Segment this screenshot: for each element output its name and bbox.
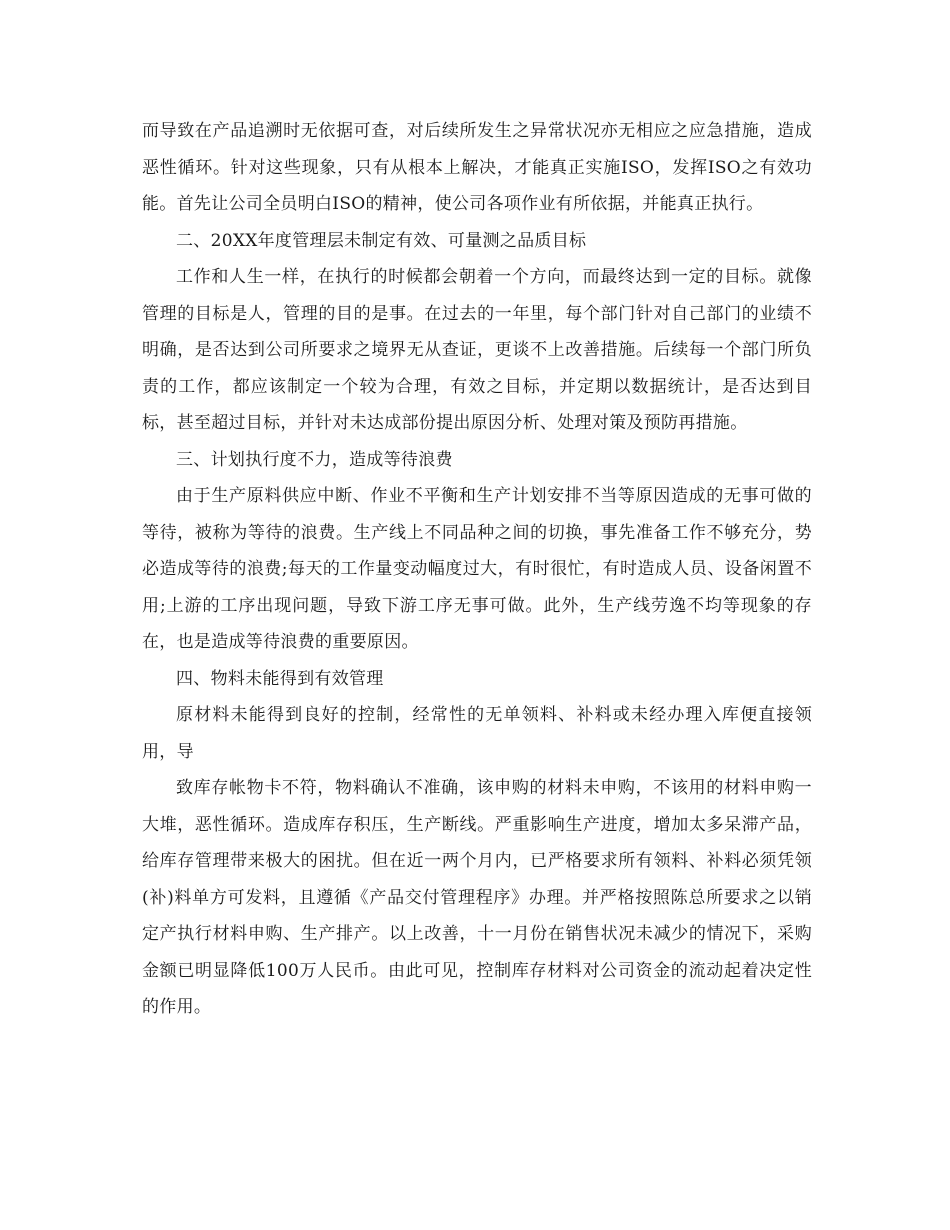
section-heading-plan-execution: 三、计划执行度不力，造成等待浪费 <box>176 449 453 470</box>
paragraph-quality-targets: 工作和人生一样，在执行的时候都会朝着一个方向，而最终达到一定的目标。就像管理的目标是人，管理的目的是事。在过去的一年里，每个部门针对自己部门的业绩不明确，是否达到公司所要求之境界无从查证，更谈不上改善措施。后续每一个部门所负责的工作，都应该制定一个较为合理，有效之目标，并定期以数据统计，是否达到目标，甚至超过目标，并针对未达成部份提出原因分析、处理对策及预防再措施。 <box>142 267 812 433</box>
paragraph-iso-consequences: 而导致在产品追溯时无依据可查，对后续所发生之异常状况亦无相应之应急措施，造成恶性循环。针对这些现象，只有从根本上解决，才能真正实施ISO，发挥ISO之有效功能。首先让公司全员明白ISO的精神，使公司各项作业有所依据，并能真正执行。 <box>142 121 812 214</box>
document-body <box>142 113 812 1026</box>
paragraph-material-control-detail: 致库存帐物卡不符，物料确认不准确，该申购的材料未申购，不该用的材料申购一大堆，恶性循环。造成库存积压，生产断线。严重影响生产进度，增加太多呆滞产品，给库存管理带来极大的困扰。但在近一两个月内，已严格要求所有领料、补料必须凭领(补)料单方可发料，且遵循《产品交付管理程序》办理。并严格按照陈总所要求之以销定产执行材料申购、生产排产。以上改善，十一月份在销售状况未减少的情况下，采购金额已明显降低100万人民币。由此可见，控制库存材料对公司资金的流动起着决定性的作用。 <box>142 778 812 1017</box>
section-heading-material-management: 四、物料未能得到有效管理 <box>176 668 384 689</box>
paragraph-waiting-waste: 由于生产原料供应中断、作业不平衡和生产计划安排不当等原因造成的无事可做的等待，被称为等待的浪费。生产线上不同品种之间的切换，事先准备工作不够充分，势必造成等待的浪费;每天的工作量变动幅度过大，有时很忙，有时造成人员、设备闲置不用;上游的工序出现问题，导致下游工序无事可做。此外，生产线劳逸不均等现象的存在，也是造成等待浪费的重要原因。 <box>142 486 812 652</box>
section-heading-quality-targets: 二、20XX年度管理层未制定有效、可量测之品质目标 <box>176 230 587 251</box>
paragraph-material-control-intro: 原材料未能得到良好的控制，经常性的无单领料、补料或未经办理入库便直接领用，导 <box>142 705 812 762</box>
